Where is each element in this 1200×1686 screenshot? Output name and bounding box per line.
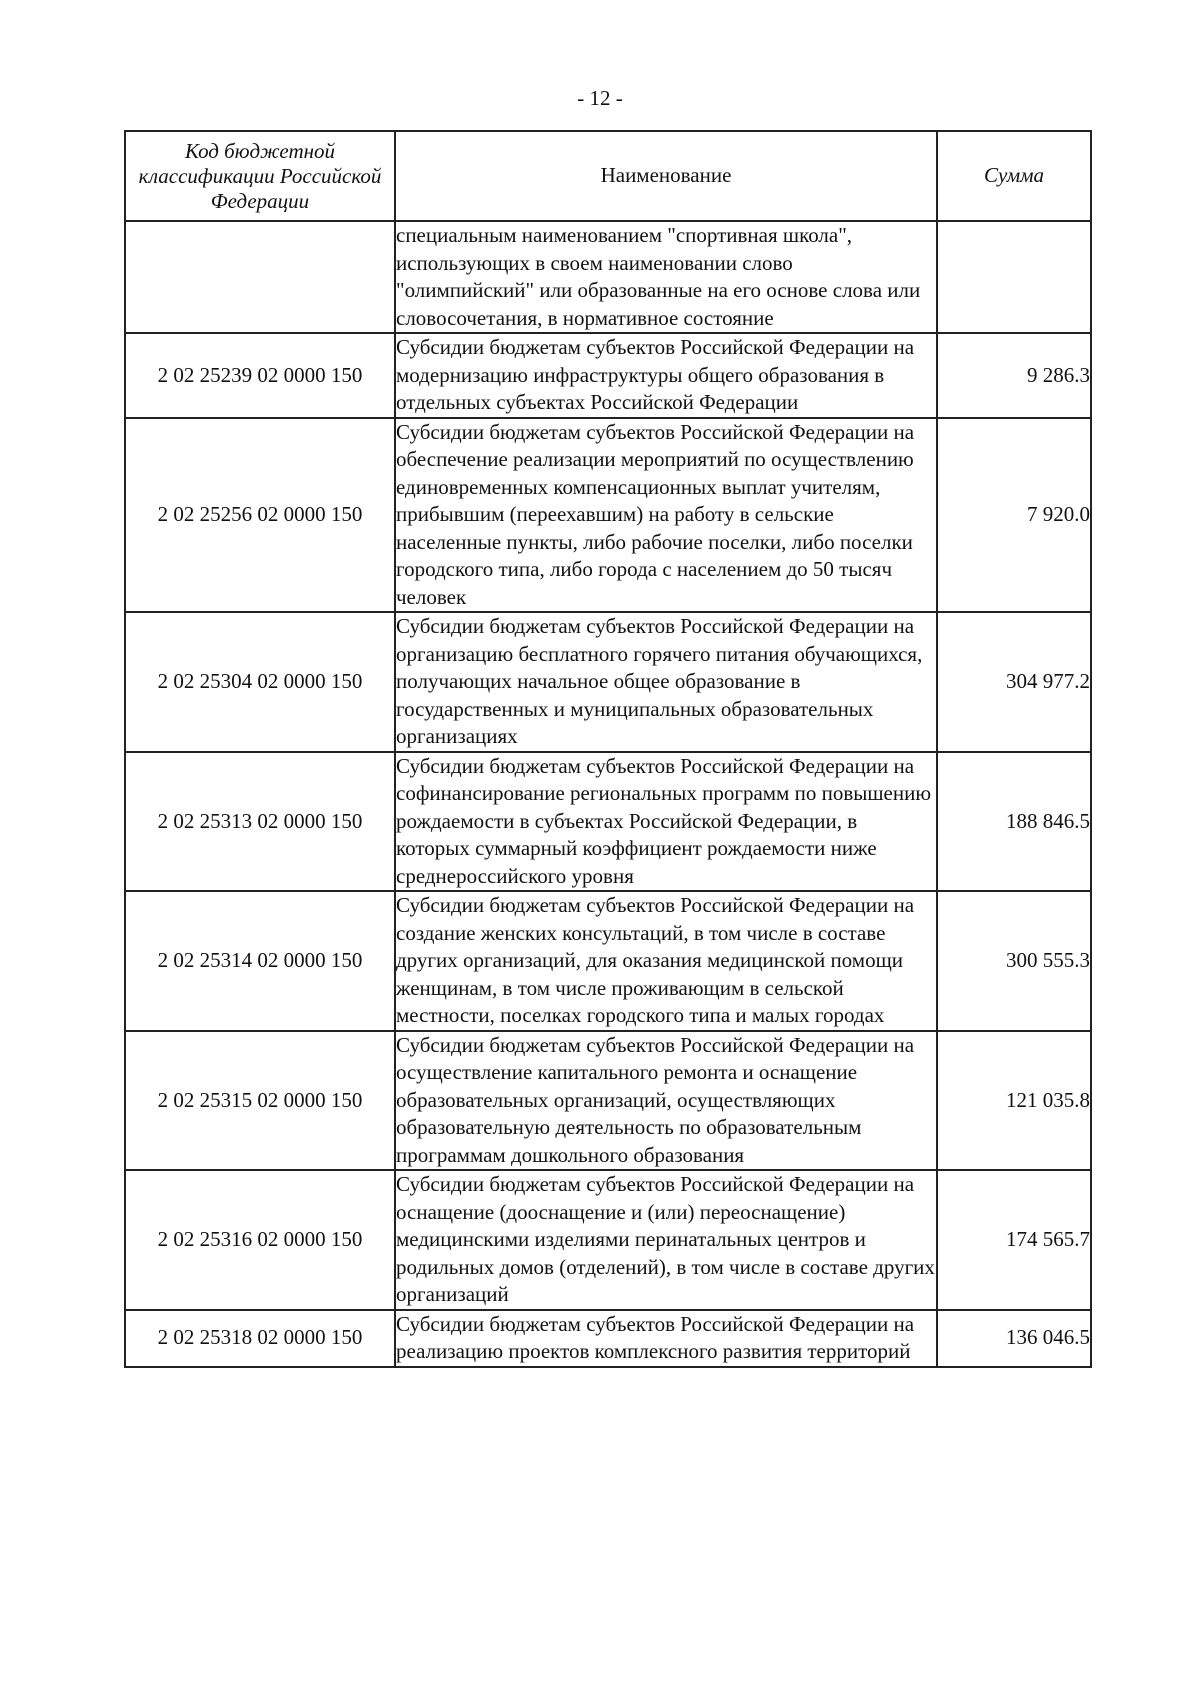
header-name: Наименование bbox=[395, 131, 937, 221]
table-row bbox=[125, 1310, 1091, 1367]
row-name: Субсидии бюджетам субъектов Российской Федерации на обеспечение реализации мероприятий по осуществлению единовременных компенсационных выплат учителям, прибывшим (переехавшим) на работу в сельские населенные пункты, либо рабочие поселки, либо поселки городского типа, либо города с населением до 50 тысяч человек bbox=[395, 418, 937, 613]
row-sum: 7 920.0 bbox=[937, 418, 1091, 613]
row-code: 2 02 25314 02 0000 150 bbox=[125, 891, 395, 1031]
row-sum: 121 035.8 bbox=[937, 1031, 1091, 1171]
row-code: 2 02 25315 02 0000 150 bbox=[125, 1031, 395, 1171]
header-code: Код бюджетной классификации Российской Федерации bbox=[125, 131, 395, 221]
row-code: 2 02 25256 02 0000 150 bbox=[125, 418, 395, 613]
row-name: Субсидии бюджетам субъектов Российской Федерации на модернизацию инфраструктуры общего образования в отдельных субъектах Российской Федерации bbox=[395, 333, 937, 418]
row-sum bbox=[937, 221, 1091, 333]
row-name: Субсидии бюджетам субъектов Российской Федерации на осуществление капитального ремонта и оснащение образовательных организаций, осуществляющих образовательную деятельность по образовательным программам дошкольного образования bbox=[395, 1031, 937, 1171]
row-code: 2 02 25304 02 0000 150 bbox=[125, 612, 395, 752]
table-row bbox=[125, 752, 1091, 892]
row-name: Субсидии бюджетам субъектов Российской Федерации на оснащение (дооснащение и (или) переоснащение) медицинскими изделиями перинатальных центров и родильных домов (отделений), в том числе в составе других организаций bbox=[395, 1170, 937, 1310]
table-row bbox=[125, 221, 1091, 333]
header-sum: Сумма bbox=[937, 131, 1091, 221]
table-row bbox=[125, 1031, 1091, 1171]
table-row bbox=[125, 1170, 1091, 1310]
table-row bbox=[125, 333, 1091, 418]
budget-table bbox=[124, 130, 1092, 1368]
row-name: специальным наименованием "спортивная школа", использующих в своем наименовании слово "олимпийский" или образованные на его основе слова или словосочетания, в нормативное состояние bbox=[395, 221, 937, 333]
table-row bbox=[125, 891, 1091, 1031]
row-sum: 304 977.2 bbox=[937, 612, 1091, 752]
row-sum: 188 846.5 bbox=[937, 752, 1091, 892]
table-header-row bbox=[125, 131, 1091, 221]
row-sum: 9 286.3 bbox=[937, 333, 1091, 418]
row-name: Субсидии бюджетам субъектов Российской Федерации на софинансирование региональных программ по повышению рождаемости в субъектах Российской Федерации, в которых суммарный коэффициент рождаемости ниже среднероссийского уровня bbox=[395, 752, 937, 892]
row-sum: 136 046.5 bbox=[937, 1310, 1091, 1367]
row-sum: 174 565.7 bbox=[937, 1170, 1091, 1310]
row-sum: 300 555.3 bbox=[937, 891, 1091, 1031]
row-code: 2 02 25313 02 0000 150 bbox=[125, 752, 395, 892]
page-number: - 12 - bbox=[577, 86, 623, 110]
table-row bbox=[125, 418, 1091, 613]
row-code: 2 02 25239 02 0000 150 bbox=[125, 333, 395, 418]
row-code bbox=[125, 221, 395, 333]
row-name: Субсидии бюджетам субъектов Российской Федерации на создание женских консультаций, в том числе в составе других организаций, для оказания медицинской помощи женщинам, в том числе проживающим в сельской местности, поселках городского типа и малых городах bbox=[395, 891, 937, 1031]
row-name: Субсидии бюджетам субъектов Российской Федерации на организацию бесплатного горячего питания обучающихся, получающих начальное общее образование в государственных и муниципальных образовательных организациях bbox=[395, 612, 937, 752]
table-row bbox=[125, 612, 1091, 752]
row-code: 2 02 25318 02 0000 150 bbox=[125, 1310, 395, 1367]
row-name: Субсидии бюджетам субъектов Российской Федерации на реализацию проектов комплексного развития территорий bbox=[395, 1310, 937, 1367]
row-code: 2 02 25316 02 0000 150 bbox=[125, 1170, 395, 1310]
